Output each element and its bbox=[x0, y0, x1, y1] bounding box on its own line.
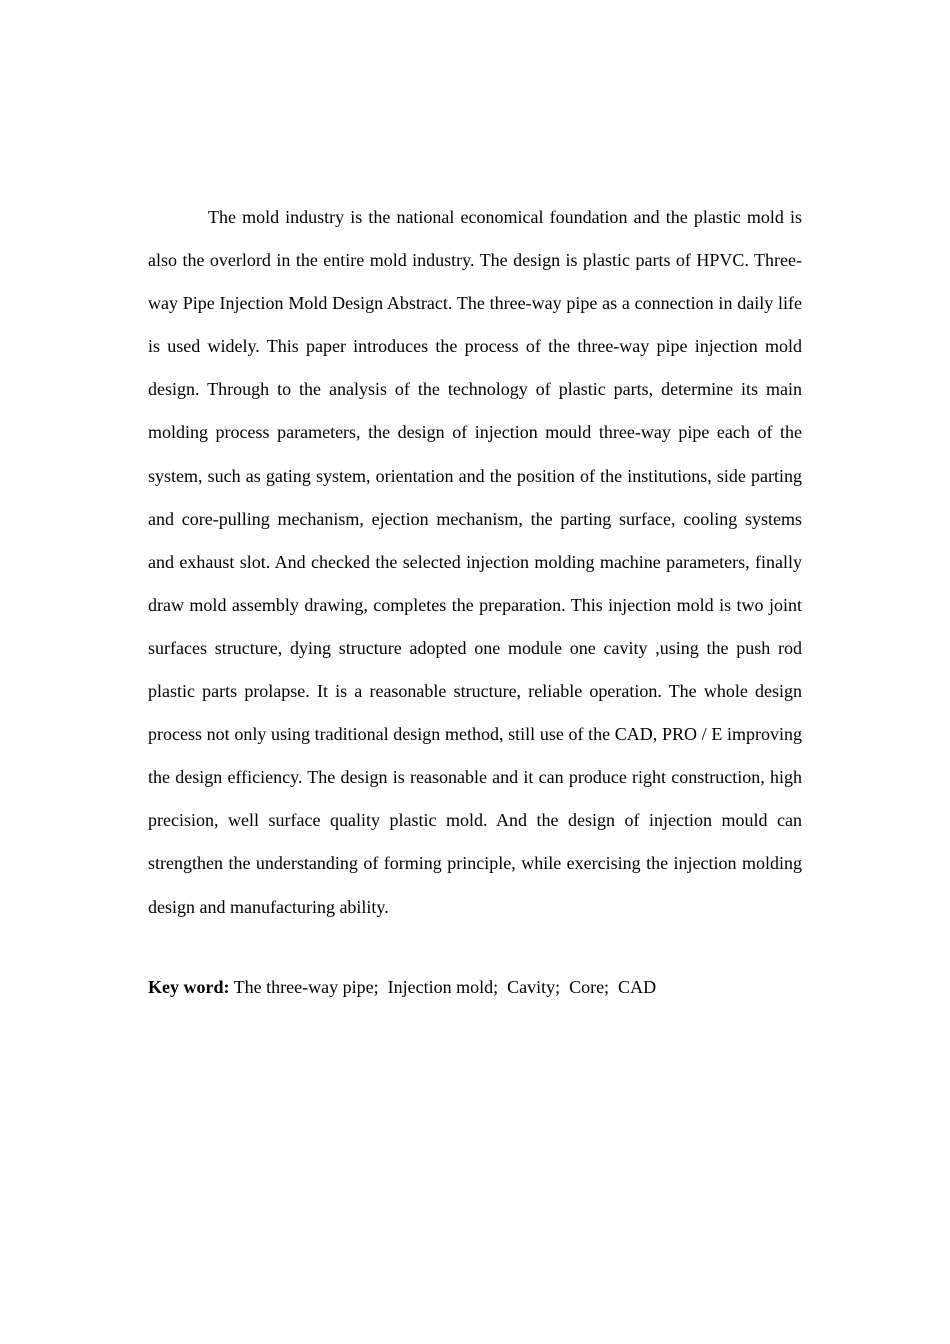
keywords-list: The three-way pipe; Injection mold; Cavity; Core; CAD bbox=[229, 977, 657, 997]
keywords-label: Key word: bbox=[148, 977, 230, 997]
keywords-line bbox=[148, 972, 802, 1002]
abstract-paragraph: The mold industry is the national economical foundation and the plastic mold is also the overlord in the entire mold industry. The design is plastic parts of HPVC. Three-way Pipe Injection Mold Design Abstract. The three-way pipe as a connection in daily life is used widely. This paper introduces the process of the three-way pipe injection mold design. Through to the analysis of the technology of plastic parts, determine its main molding process parameters, the design of injection mould three-way pipe each of the system, such as gating system, orientation and the position of the institutions, side parting and core-pulling mechanism, ejection mechanism, the parting surface, cooling systems and exhaust slot. And checked the selected injection molding machine parameters, finally draw mold assembly drawing, completes the preparation. This injection mold is two joint surfaces structure, dying structure adopted one module one cavity ,using the push rod plastic parts prolapse. It is a reasonable structure, reliable operation. The whole design process not only using traditional design method, still use of the CAD, PRO / E improving the design efficiency. The design is reasonable and it can produce right construction, high precision, well surface quality plastic mold. And the design of injection mould can strengthen the understanding of forming principle, while exercising the injection molding design and manufacturing ability. bbox=[148, 207, 802, 917]
